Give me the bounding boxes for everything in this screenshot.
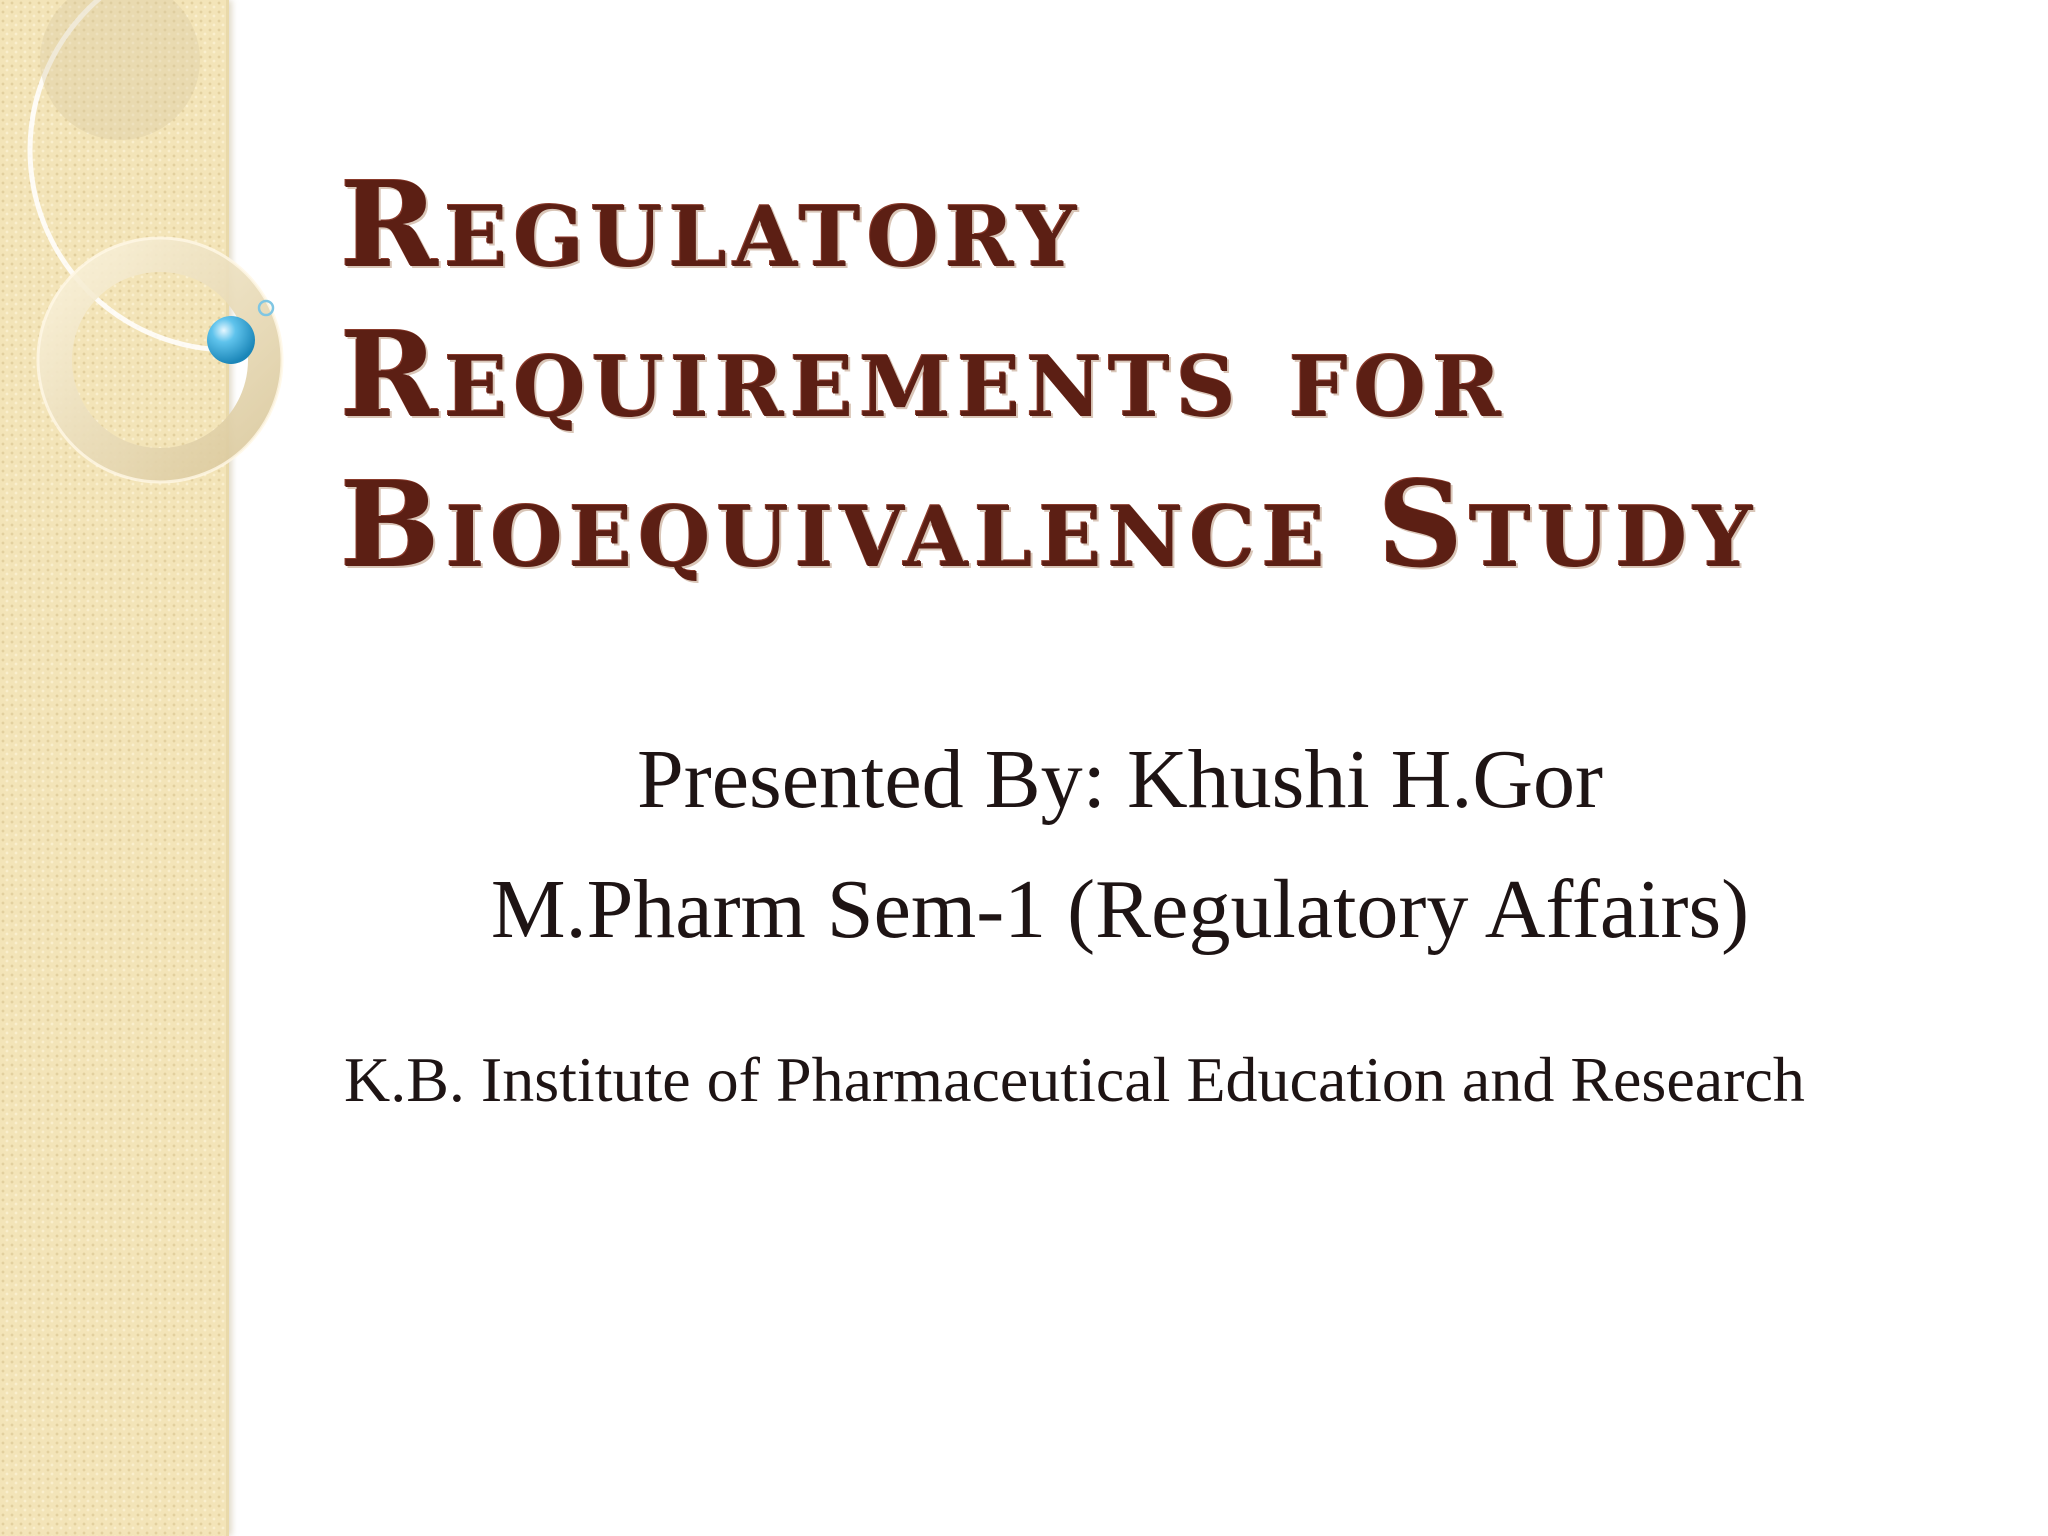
institute-name: K.B. Institute of Pharmaceutical Education and Research — [344, 1044, 1805, 1115]
faint-disc — [40, 0, 200, 140]
title-line-1: Regulatory — [340, 155, 1083, 294]
decorative-rings — [0, 0, 320, 520]
title-line-3: Bioequivalence Study — [340, 455, 1759, 594]
title-line-2: Requirements for — [340, 305, 1508, 444]
middle-ring-highlight — [38, 238, 282, 482]
slide-title — [340, 150, 1940, 600]
presenter-line: Presented By: Khushi H.Gor — [637, 733, 1603, 826]
program-line: M.Pharm Sem-1 (Regulatory Affairs) — [490, 863, 1750, 956]
blue-bead-icon — [207, 316, 255, 364]
